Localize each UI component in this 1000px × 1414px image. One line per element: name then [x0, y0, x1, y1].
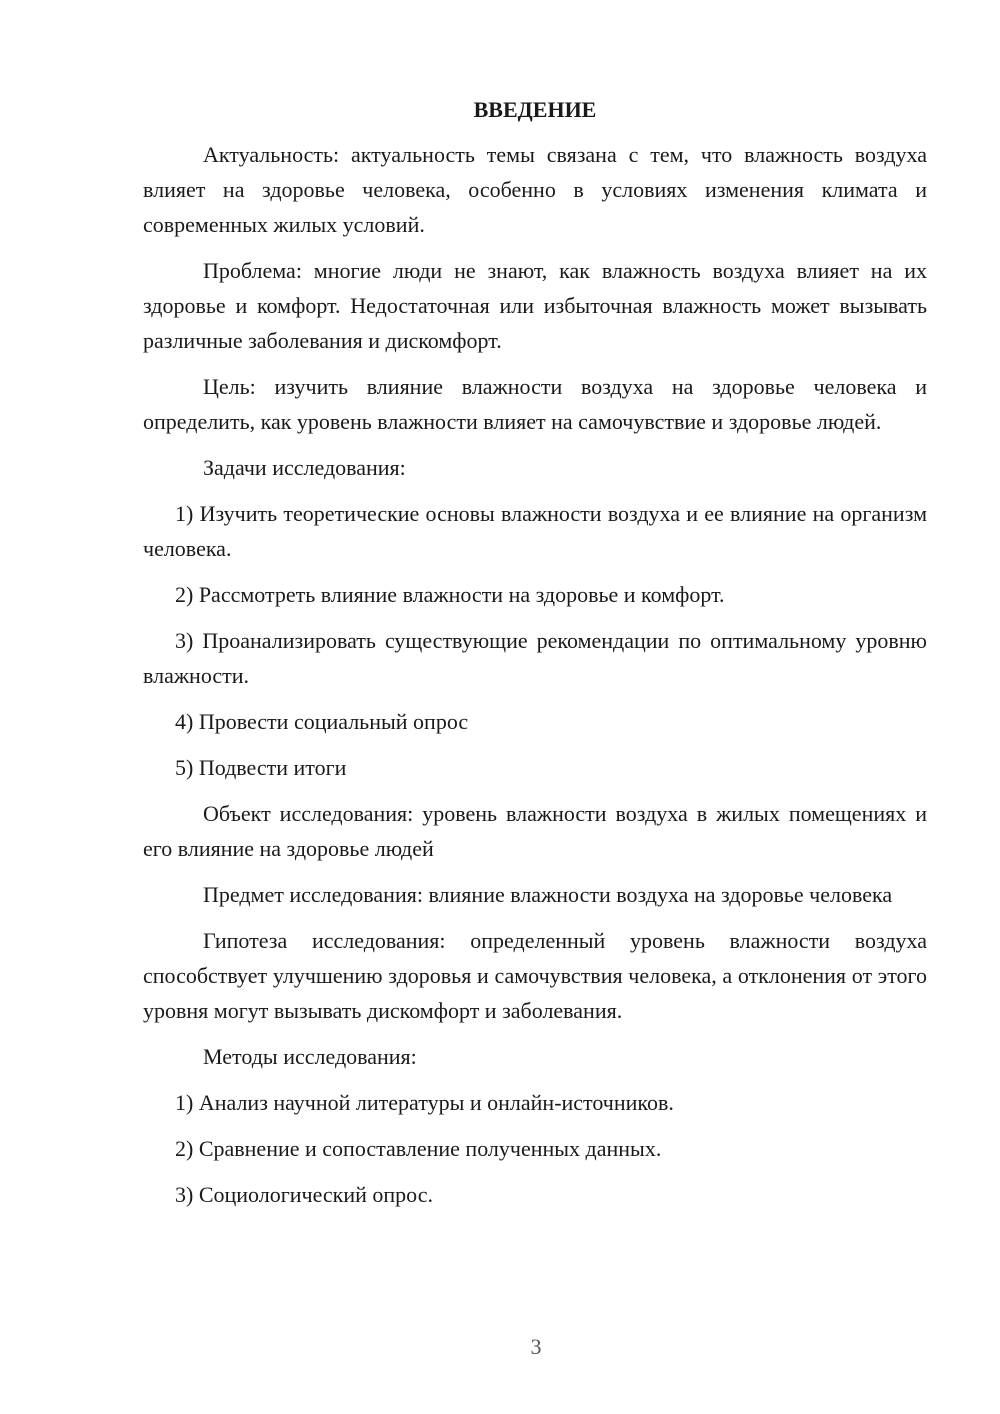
- document-page: [143, 95, 927, 1223]
- tasks-heading: Задачи исследования:: [203, 455, 406, 480]
- task-item: 3) Проанализировать существующие рекомендации по оптимальному уровню влажности.: [143, 628, 927, 688]
- methods-heading: Методы исследования:: [203, 1044, 417, 1069]
- task-item: 4) Провести социальный опрос: [175, 709, 469, 734]
- method-item: 3) Социологический опрос.: [175, 1182, 433, 1207]
- task-item: 5) Подвести итоги: [175, 755, 347, 780]
- method-item: 1) Анализ научной литературы и онлайн-источников.: [175, 1090, 674, 1115]
- subject-paragraph: Предмет исследования: влияние влажности воздуха на здоровье человека: [203, 882, 893, 907]
- page-number: 3: [530, 1334, 542, 1359]
- relevance-paragraph: Актуальность: актуальность темы связана с тем, что влажность воздуха влияет на здоровье человека, особенно в условиях изменения климата и современных жилых условий.: [143, 142, 927, 237]
- hypothesis-paragraph: Гипотеза исследования: определенный уровень влажности воздуха способствует улучшению здоровья и самочувствия человека, а отклонения от этого уровня могут вызывать дискомфорт и заболевания.: [143, 928, 927, 1023]
- task-item: 2) Рассмотреть влияние влажности на здоровье и комфорт.: [175, 582, 725, 607]
- section-title: ВВЕДЕНИЕ: [473, 97, 597, 122]
- problem-paragraph: Проблема: многие люди не знают, как влажность воздуха влияет на их здоровье и комфорт. Недостаточная или избыточная влажность может вызывать различные заболевания и дискомфорт.: [143, 258, 927, 353]
- task-item: 1) Изучить теоретические основы влажности воздуха и ее влияние на организм человека.: [143, 501, 927, 561]
- object-paragraph: Объект исследования: уровень влажности воздуха в жилых помещениях и его влияние на здоровье людей: [143, 801, 927, 861]
- goal-paragraph: Цель: изучить влияние влажности воздуха на здоровье человека и определить, как уровень влажности влияет на самочувствие и здоровье людей.: [143, 374, 927, 434]
- method-item: 2) Сравнение и сопоставление полученных данных.: [175, 1136, 662, 1161]
